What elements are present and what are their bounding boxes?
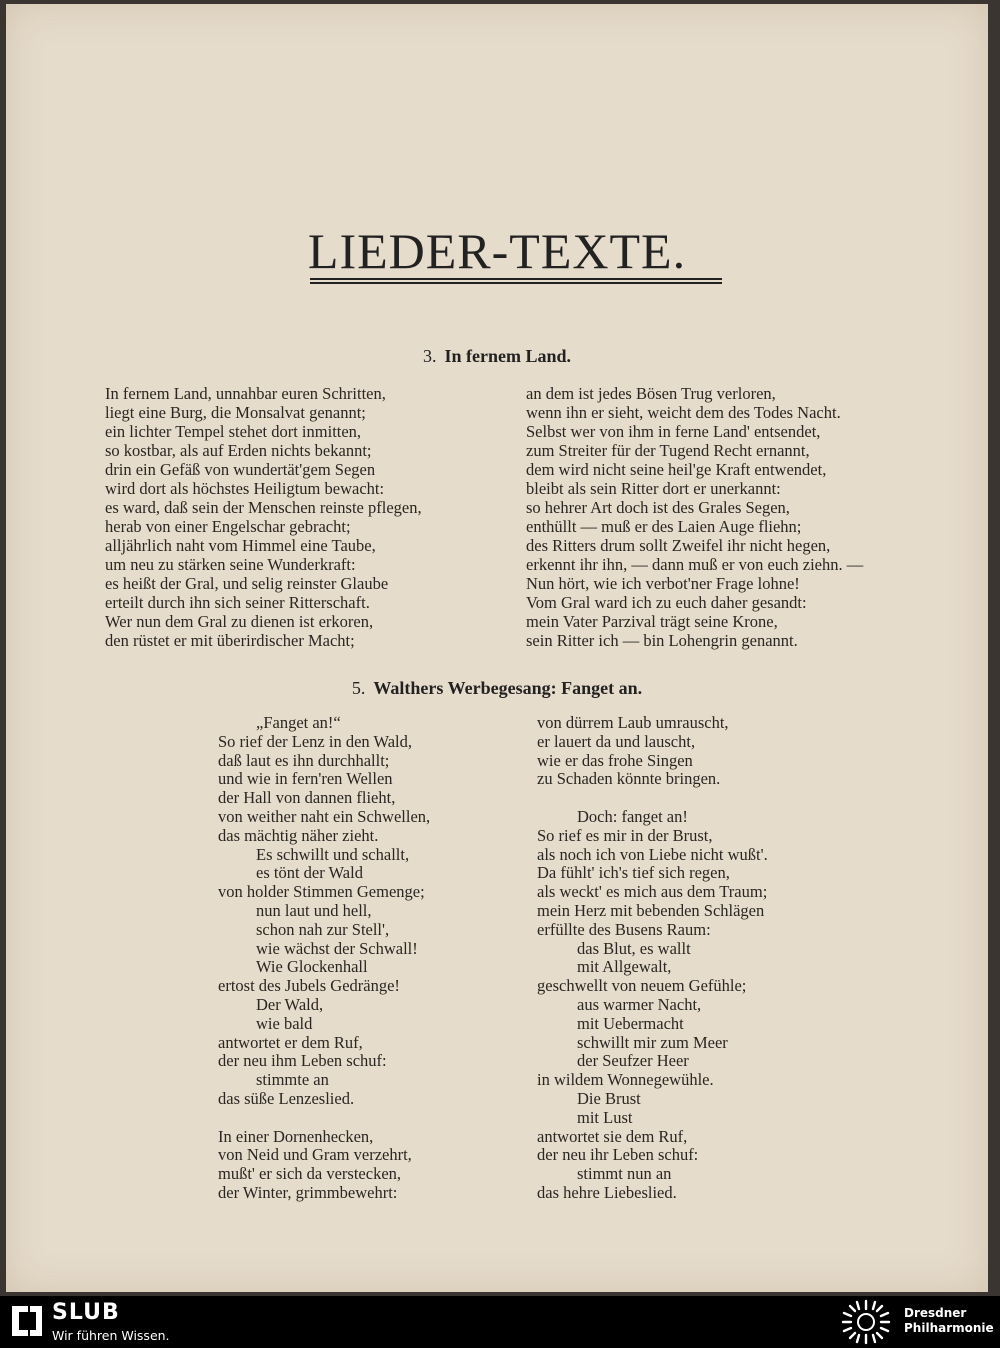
verse-line: nun laut und hell, bbox=[256, 900, 372, 920]
verse-line: erfüllte des Busens Raum: bbox=[537, 919, 711, 939]
section-heading-1 bbox=[6, 346, 988, 367]
verse-line: aus warmer Nacht, bbox=[577, 994, 702, 1014]
verse-line: stimmt nun an bbox=[577, 1164, 672, 1184]
verse-line: der neu ihm Leben schuf: bbox=[218, 1051, 387, 1071]
verse-line: zu Schaden könnte bringen. bbox=[537, 769, 721, 789]
verse-line: stimmte an bbox=[256, 1070, 329, 1090]
verse-line: So rief der Lenz in den Wald, bbox=[218, 731, 413, 751]
verse-line: von Neid und Gram verzehrt, bbox=[218, 1145, 412, 1165]
song-2-right-column bbox=[537, 714, 768, 1203]
verse-line: es tönt der Wald bbox=[256, 863, 363, 883]
verse-line: der neu ihr Leben schuf: bbox=[537, 1145, 699, 1165]
verse-line: Der Wald, bbox=[256, 994, 324, 1014]
verse-line: wie wächst der Schwall! bbox=[256, 938, 418, 958]
verse-line: mein Vater Parzival trägt seine Krone, bbox=[526, 612, 778, 631]
verse-line: antwortet er dem Ruf, bbox=[218, 1032, 363, 1052]
verse-line: drin ein Gefäß von wundertät'gem Segen bbox=[105, 460, 376, 479]
sunburst-icon bbox=[840, 1298, 892, 1346]
verse-line: daß laut es ihn durchhallt; bbox=[218, 750, 390, 770]
verse-line: wenn ihn er sieht, weicht dem des Todes Nacht. bbox=[526, 403, 841, 422]
verse-line: des Ritters drum sollt Zweifel ihr nicht hegen, bbox=[526, 536, 831, 555]
verse-line: antwortet sie dem Ruf, bbox=[537, 1126, 688, 1146]
verse-line: Es schwillt und schallt, bbox=[256, 844, 410, 864]
verse-line: schwillt mir zum Meer bbox=[577, 1032, 728, 1052]
verse-line: Doch: fanget an! bbox=[577, 806, 688, 826]
section-title: In fernem Land. bbox=[444, 346, 571, 366]
verse-line: von weither naht ein Schwellen, bbox=[218, 806, 431, 826]
verse-line: das mächtig näher zieht. bbox=[218, 825, 379, 845]
verse-line: zum Streiter für der Tugend Recht ernannt, bbox=[526, 441, 810, 460]
verse-line: als noch ich von Liebe nicht wußt'. bbox=[537, 844, 768, 864]
verse-line: der Seufzer Heer bbox=[577, 1051, 689, 1071]
verse-line: in wildem Wonnegewühle. bbox=[537, 1070, 714, 1090]
verse-line: es heißt der Gral, und selig reinster Glaube bbox=[105, 574, 389, 593]
verse-line: sein Ritter ich — bin Lohengrin genannt. bbox=[526, 631, 798, 650]
verse-line: mit Allgewalt, bbox=[577, 957, 672, 977]
verse-line: mein Herz mit bebenden Schlägen bbox=[537, 900, 765, 920]
partner-name-line1: Dresdner bbox=[904, 1306, 967, 1320]
verse-line: den rüstet er mit überirdischer Macht; bbox=[105, 631, 355, 650]
library-name: SLUB bbox=[52, 1300, 120, 1325]
verse-line: und wie in fern'ren Wellen bbox=[218, 769, 393, 789]
verse-line: er lauert da und lauscht, bbox=[537, 731, 696, 751]
song-2-left-column bbox=[218, 714, 430, 1203]
song-1-right-column bbox=[526, 384, 863, 650]
verse-line: so hehrer Art doch ist des Grales Segen, bbox=[526, 498, 790, 517]
verse-line: Vom Gral ward ich zu euch daher gesandt: bbox=[526, 593, 807, 612]
verse-line: um neu zu stärken seine Wunderkraft: bbox=[105, 555, 356, 574]
stanza-break bbox=[537, 789, 768, 808]
verse-line: alljährlich naht vom Himmel eine Taube, bbox=[105, 536, 376, 555]
verse-line: als weckt' es mich aus dem Traum; bbox=[537, 882, 768, 902]
title-underline-bottom bbox=[310, 282, 722, 284]
verse-line: das Blut, es wallt bbox=[577, 938, 691, 958]
verse-line: mußt' er sich da verstecken, bbox=[218, 1164, 402, 1184]
verse-line: wie er das frohe Singen bbox=[537, 750, 693, 770]
verse-line: das süße Lenzeslied. bbox=[218, 1088, 355, 1108]
verse-line: so kostbar, als auf Erden nichts bekannt; bbox=[105, 441, 372, 460]
verse-line: ein lichter Tempel stehet dort inmitten, bbox=[105, 422, 362, 441]
verse-line: der Winter, grimmbewehrt: bbox=[218, 1182, 398, 1202]
verse-line: von holder Stimmen Gemenge; bbox=[218, 882, 425, 902]
verse-line: bleibt als sein Ritter dort er unerkannt: bbox=[526, 479, 781, 498]
verse-line: geschwellt von neuem Gefühle; bbox=[537, 976, 747, 996]
verse-line: ertost des Jubels Gedränge! bbox=[218, 976, 400, 996]
verse-line: der Hall von dannen flieht, bbox=[218, 788, 396, 808]
verse-line: erteilt durch ihn sich seiner Ritterschaft. bbox=[105, 593, 370, 612]
verse-line: herab von einer Engelschar gebracht; bbox=[105, 517, 351, 536]
stanza-break bbox=[218, 1109, 430, 1128]
verse-line: In fernem Land, unnahbar euren Schritten, bbox=[105, 384, 386, 403]
verse-line: „Fanget an!“ bbox=[256, 713, 341, 732]
section-number: 5. bbox=[351, 678, 366, 698]
verse-line: erkennt ihr ihn, — dann muß er von euch ziehn. — bbox=[526, 555, 864, 574]
verse-line: schon nah zur Stell', bbox=[256, 919, 390, 939]
section-number: 3. bbox=[422, 346, 437, 366]
verse-line: Da fühlt' ich's tief sich regen, bbox=[537, 863, 730, 883]
library-tagline: Wir führen Wissen. bbox=[52, 1328, 170, 1343]
partner-name-line2: Philharmonie bbox=[904, 1321, 994, 1335]
verse-line: an dem ist jedes Bösen Trug verloren, bbox=[526, 384, 776, 403]
verse-line: Nun hört, wie ich verbot'ner Frage lohne! bbox=[526, 574, 800, 593]
verse-line: mit Uebermacht bbox=[577, 1013, 684, 1033]
partner-name bbox=[904, 1306, 994, 1336]
verse-line: liegt eine Burg, die Monsalvat genannt; bbox=[105, 403, 366, 422]
song-1-left-column bbox=[105, 384, 422, 650]
verse-line: es ward, daß sein der Menschen reinste pflegen, bbox=[105, 498, 422, 517]
section-heading-2 bbox=[6, 678, 988, 699]
verse-line: Die Brust bbox=[577, 1088, 641, 1108]
verse-line: das hehre Liebeslied. bbox=[537, 1182, 677, 1202]
section-title: Walthers Werbegesang: Fanget an. bbox=[373, 678, 643, 698]
title-underline-top bbox=[310, 278, 722, 280]
slub-bracket-icon bbox=[10, 1302, 44, 1340]
verse-line: Selbst wer von ihm in ferne Land' entsendet, bbox=[526, 422, 821, 441]
verse-line: von dürrem Laub umrauscht, bbox=[537, 713, 729, 732]
footer-bar bbox=[0, 1296, 1000, 1348]
verse-line: enthüllt — muß er des Laien Auge fliehn; bbox=[526, 517, 802, 536]
page-title: LIEDER-TEXTE. bbox=[307, 223, 687, 279]
verse-line: wird dort als höchstes Heiligtum bewacht: bbox=[105, 479, 385, 498]
verse-line: So rief es mir in der Brust, bbox=[537, 825, 713, 845]
verse-line: Wie Glockenhall bbox=[256, 957, 368, 977]
verse-line: In einer Dornenhecken, bbox=[218, 1126, 374, 1146]
verse-line: wie bald bbox=[256, 1013, 313, 1033]
document-page bbox=[6, 4, 988, 1292]
verse-line: Wer nun dem Gral zu dienen ist erkoren, bbox=[105, 612, 374, 631]
verse-line: dem wird nicht seine heil'ge Kraft entwendet, bbox=[526, 460, 827, 479]
verse-line: mit Lust bbox=[577, 1107, 633, 1127]
